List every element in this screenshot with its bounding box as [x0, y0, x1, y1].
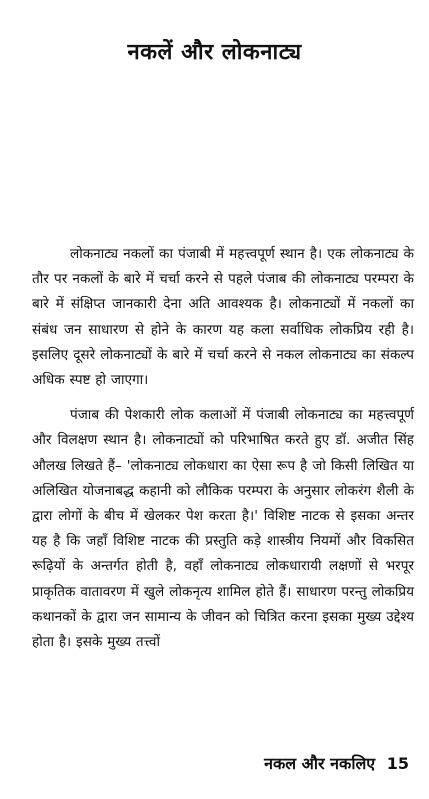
paragraph-1: लोकनाट्य नकलों का पंजाबी में महत्त्वपूर्ण स्थान है। एक लोकनाट्य के तौर पर नकलों के बारे में चर्चा करने से पहले पंजाब की लोकनाट्य परम्परा के बारे में संक्षिप्त जानकारी देना अति आवश्यक है। लोकनाट्यों में नकलों का संबंध जन साधारण से होने के कारण यह कला सर्वाधिक लोकप्रिय रही है। इसलिए दूसरे लोकनाट्यों के बारे में चर्चा करने से नकल लोकनाट्य का संकल्प अधिक स्पष्ट हो जाएगा। — [32, 246, 414, 389]
paragraph-2: पंजाब की पेशकारी लोक कलाओं में पंजाबी लोकनाट्य का महत्त्वपूर्ण और विलक्षण स्थान है। लोकनाट्यों को परिभाषित करते हुए डॉ. अजीत सिंह औलख लिखते हैं– 'लोकनाट्य लोकधारा का ऐसा रूप है जो किसी लिखित या अलिखित योजनाबद्ध कहानी को लौकिक परम्परा के अनुसार लोकरंग शैली के द्वारा लोगों के बीच में खेलकर पेश करता है।' विशिष्ट नाटक से इसका अन्तर यह है कि जहाँ विशिष्ट नाटक की प्रस्तुति कड़े शास्त्रीय नियमों और विकसित रूढ़ियों के अन्तर्गत होती है, वहाँ लोकनाट्य लोकधारायी लक्षणों से भरपूर प्राकृतिक वातावरण में खुले लोकनृत्य शामिल होते हैं। साधारण परन्तु लोकप्रिय कथानकों के द्वारा जन सामान्य के जीवन को चित्रित करना इसका मुख्य उद्देश्य होता है। इसके मुख्य तत्त्वों — [32, 407, 414, 651]
body-text — [32, 242, 414, 655]
page-number: 15 — [386, 754, 409, 773]
running-title: नकल और नकलिए — [264, 754, 376, 773]
page-footer — [264, 752, 409, 774]
chapter-title: नकलें और लोकनाट्य — [127, 40, 302, 65]
